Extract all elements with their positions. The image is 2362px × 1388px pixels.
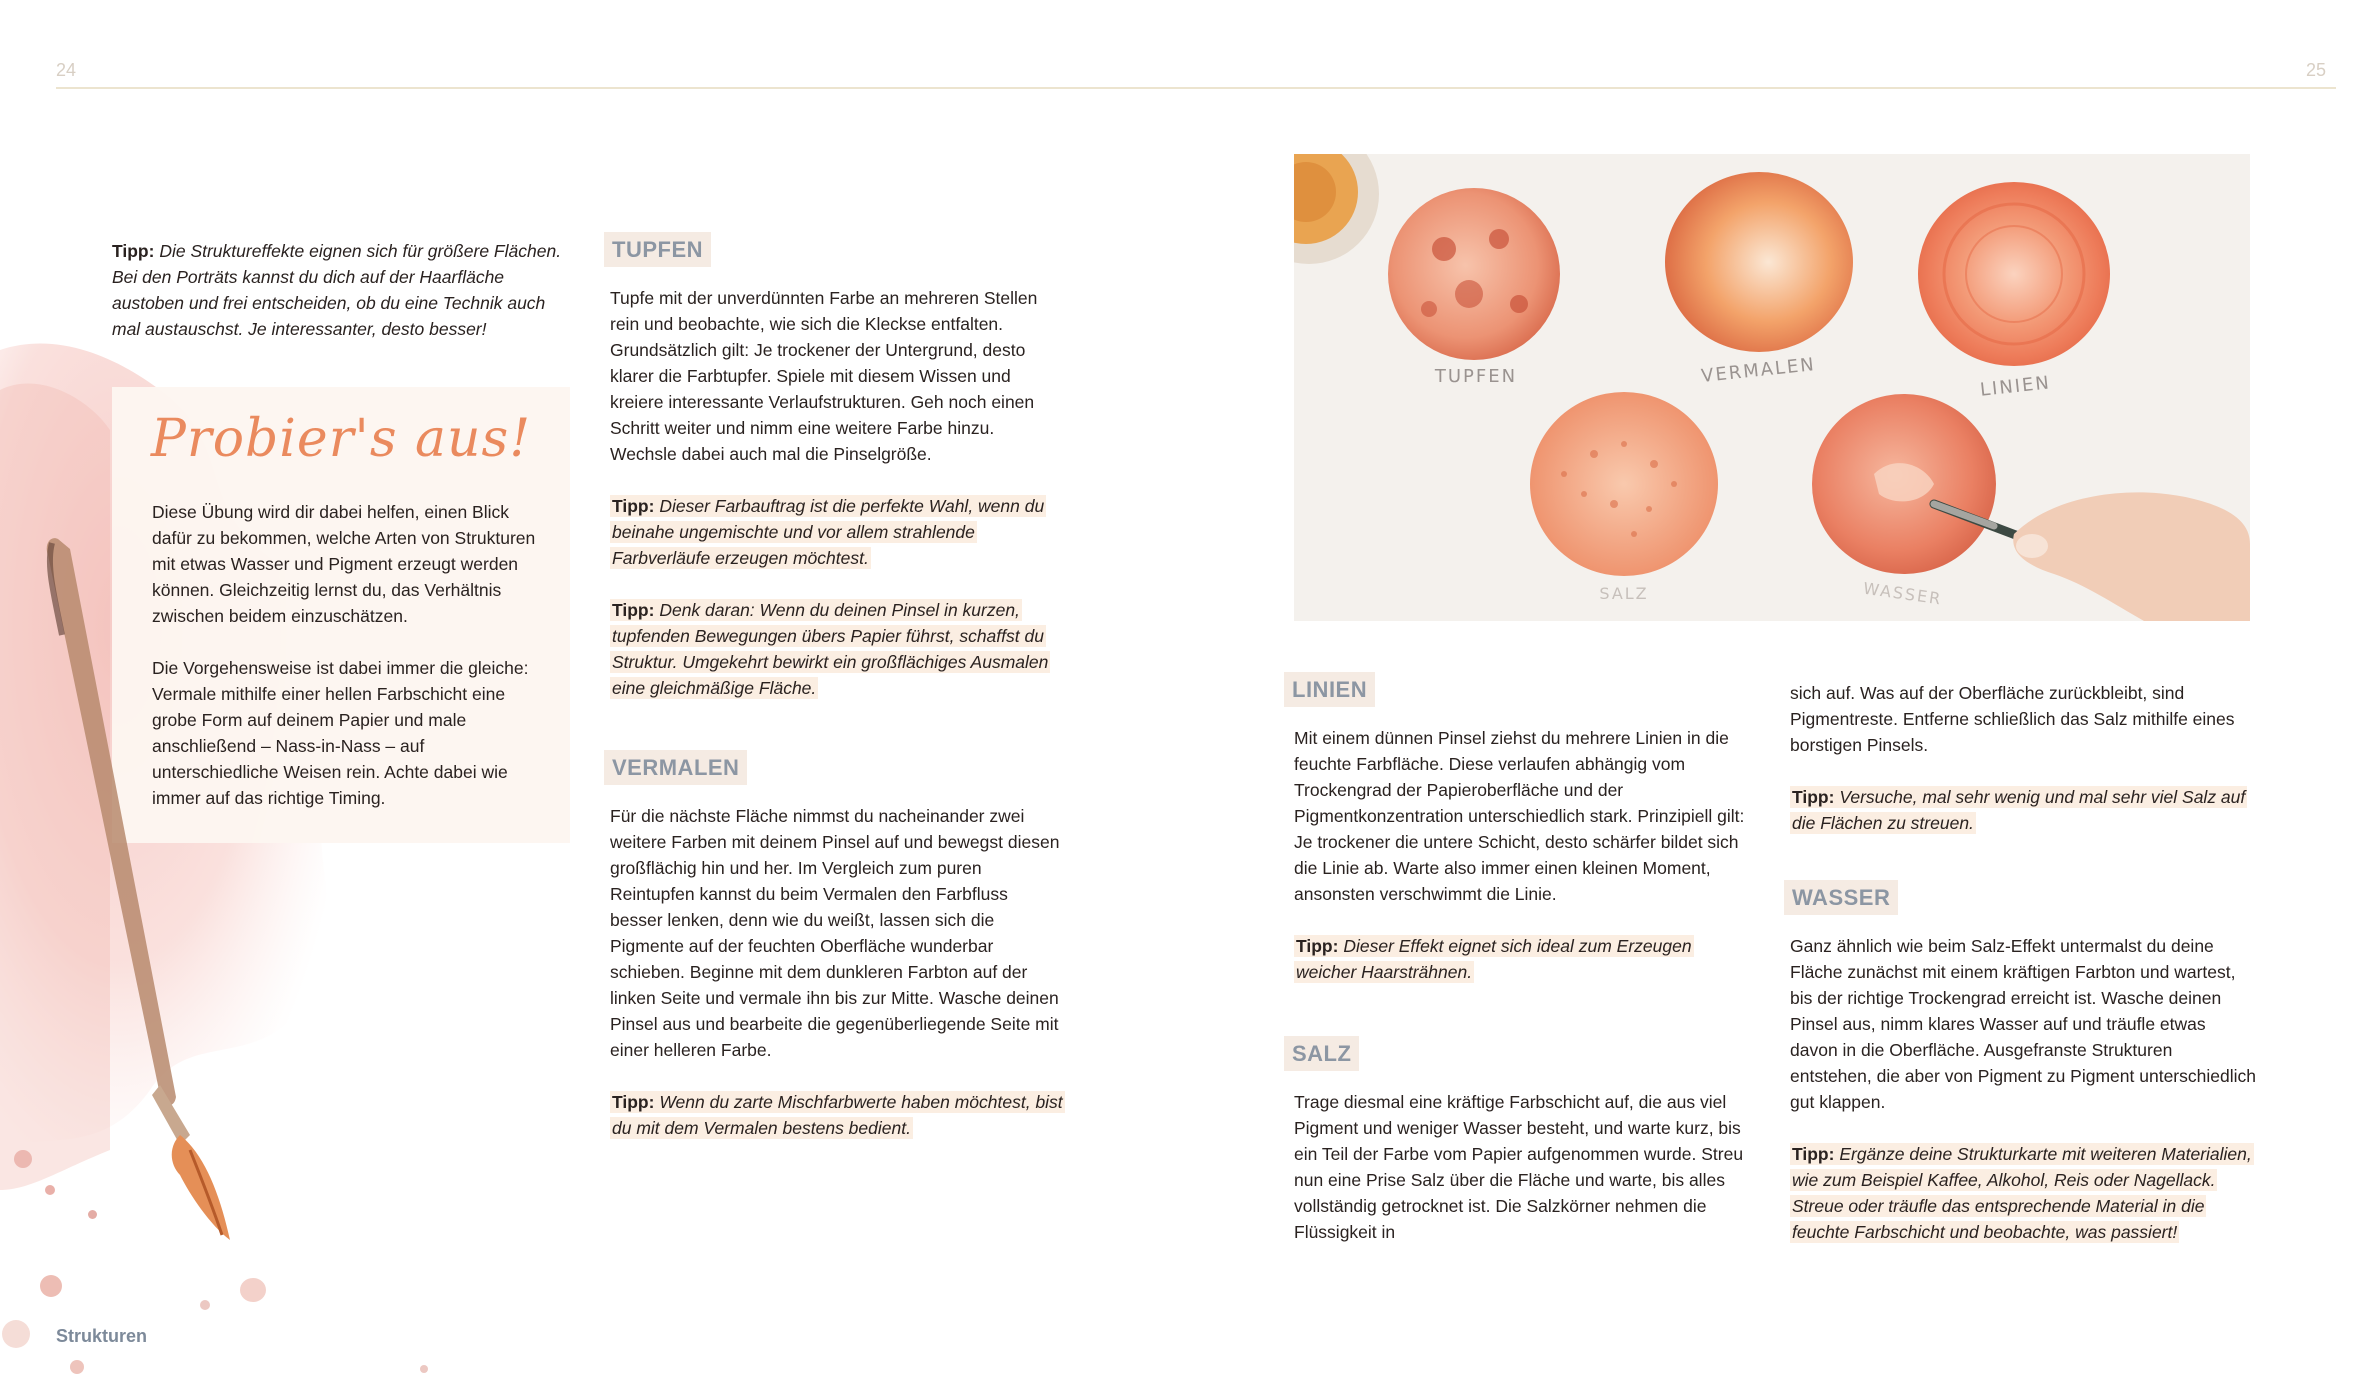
footer-chapter-label: Strukturen	[56, 1326, 148, 1346]
vermalen-tip	[610, 1089, 1064, 1141]
photo-label-tupfen: TUPFEN	[1434, 366, 1518, 387]
vermalen-body	[604, 803, 1064, 1141]
photo-label-salz: SALZ	[1599, 584, 1649, 603]
section-salz	[1284, 1036, 1754, 1271]
paintbrush-icon	[40, 535, 250, 1255]
tip-text: Die Struktureffekte eignen sich für größere Flächen. Bei den Porträts kannst du dich auf der Haarfläche austoben und frei entscheiden, ob du eine Technik auch mal austauschst. Je interessanter, desto besser!	[112, 241, 562, 339]
tip-label: Tipp:	[612, 1092, 655, 1112]
page-number-left: 24	[56, 60, 77, 80]
salz-continued-paragraph: sich auf. Was auf der Oberfläche zurückbleibt, sind Pigmentreste. Entferne schließlich das Salz mithilfe eines borstigen Pinsels.	[1790, 683, 2235, 755]
paint-splatter	[14, 1150, 32, 1168]
section-linien	[1284, 672, 1754, 1011]
tip-text: Wenn du zarte Mischfarbwerte haben möchtest, bist du mit dem Vermalen bestens bedient.	[612, 1092, 1063, 1138]
tip-label: Tipp:	[112, 241, 155, 261]
section-heading-linien: LINIEN	[1284, 672, 1375, 707]
watercolor-samples-photo	[1294, 154, 2250, 621]
vermalen-paragraph: Für die nächste Fläche nimmst du nacheinander zwei weitere Farben mit deinem Pinsel auf und bewegst diesen großflächig hin und her. Im Vergleich zum puren Reintupfen kannst du beim Vermalen den Farbfluss besser lenken, denn wie du weißt, lassen sich die Pigmente auf der feuchten Oberfläche wunderbar schieben. Beginne mit dem dunkleren Farbton auf der linken Seite und vermale ihn bis zur Mitte. Wasche deinen Pinsel aus und bearbeite die gegenüberliegende Seite mit einer helleren Farbe.	[610, 806, 1060, 1060]
section-tupfen	[604, 232, 1064, 727]
wasser-paragraph: Ganz ähnlich wie beim Salz-Effekt untermalst du deine Fläche zunächst mit einem kräftigen Farbton und wartest, bis der richtige Trockengrad erreicht ist. Wasche deinen Pinsel aus, nimm klares Wasser auf und träufle etwas davon in die Oberfläche. Ausgefranste Strukturen entstehen, die aber von Pigment zu Pigment unterschiedlich gut klappen.	[1790, 936, 2256, 1112]
salz-paragraph: Trage diesmal eine kräftige Farbschicht auf, die aus viel Pigment und weniger Wasser besteht, und warte kurz, bis ein Teil der Farbe vom Papier aufgenommen wurde. Streu nun eine Prise Salz über die Fläche und warte, bis alles vollständig getrocknet ist. Die Salzkörner nehmen die Flüssigkeit in	[1294, 1092, 1744, 1242]
tip-text: Dieser Effekt eignet sich ideal zum Erzeugen weicher Haarsträhnen.	[1296, 936, 1692, 982]
tip-text: Denk daran: Wenn du deinen Pinsel in kurzen, tupfenden Bewegungen übers Papier führst, schaffst du Struktur. Umgekehrt bewirkt ein großflächiges Ausmalen eine gleichmäßige Fläche.	[612, 600, 1049, 698]
photo-label-linien: LINIEN	[1979, 372, 2052, 401]
section-heading-salz: SALZ	[1284, 1036, 1359, 1071]
linien-tip	[1294, 933, 1754, 985]
tryout-paragraph: Diese Übung wird dir dabei helfen, einen Blick dafür zu bekommen, welche Arten von Strukturen mit etwas Wasser und Pigment erzeugt werden können. Gleichzeitig lernst du, das Verhältnis zwischen beidem einzuschätzen.	[152, 502, 536, 626]
watercolor-samples-image	[1294, 154, 2250, 621]
photo-label-wasser: WASSER	[1862, 578, 1944, 609]
tip-label: Tipp:	[1792, 787, 1835, 807]
section-wasser	[1784, 880, 2256, 1271]
intro-tip	[112, 238, 562, 342]
paint-splatter	[2, 1320, 30, 1348]
tupfen-paragraph: Tupfe mit der unverdünnten Farbe an mehreren Stellen rein und beobachte, wie sich die Kleckse entfalten. Grundsätzlich gilt: Je trockener der Untergrund, desto klarer die Farbtupfer. Spiele mit diesem Wissen und kreiere interessante Verlaufstrukturen. Geh noch einen Schritt weiter und nimm eine weitere Farbe hinzu. Wechsle dabei auch mal die Pinselgröße.	[610, 288, 1038, 464]
tip-text: Ergänze deine Strukturkarte mit weiteren Materialien, wie zum Beispiel Kaffee, Alkohol, Reis oder Nagellack. Streue oder träufle das entsprechende Material in die feuchte Farbschicht und beobachte, was passiert!	[1792, 1144, 2252, 1242]
section-heading-wasser: WASSER	[1784, 880, 1898, 915]
page-number-right: 25	[2306, 60, 2327, 80]
salz-tip	[1790, 784, 2256, 836]
tip-text: Dieser Farbauftrag ist die perfekte Wahl, wenn du beinahe ungemischte und vor allem strahlende Farbverläufe erzeugen möchtest.	[612, 496, 1045, 568]
paint-splatter	[70, 1360, 84, 1374]
salz-body	[1284, 1089, 1754, 1245]
section-vermalen	[604, 750, 1064, 1167]
tupfen-tip-2	[610, 597, 1064, 701]
section-heading-tupfen: TUPFEN	[604, 232, 711, 267]
paint-splatter	[40, 1275, 62, 1297]
linien-body	[1284, 725, 1754, 985]
tryout-title: Probier's aus!	[150, 409, 532, 469]
tip-label: Tipp:	[1792, 1144, 1835, 1164]
salz-continued	[1790, 680, 2256, 862]
paint-splatter	[200, 1300, 210, 1310]
tip-label: Tipp:	[1296, 936, 1339, 956]
tupfen-body	[604, 285, 1064, 701]
photo-label-vermalen: VERMALEN	[1700, 354, 1817, 387]
tip-label: Tipp:	[612, 600, 655, 620]
linien-paragraph: Mit einem dünnen Pinsel ziehst du mehrere Linien in die feuchte Farbfläche. Diese verlaufen abhängig vom Trockengrad der Papieroberfläche und der Pigmentkonzentration unterschiedlich stark. Prinzipiell gilt: Je trockener die untere Schicht, desto schärfer bildet sich die Linie ab. Warte also immer einen kleinen Moment, ansonsten verschwimmt die Linie.	[1294, 728, 1745, 904]
tip-text: Versuche, mal sehr wenig und mal sehr viel Salz auf die Flächen zu streuen.	[1792, 787, 2246, 833]
section-heading-vermalen: VERMALEN	[604, 750, 747, 785]
tupfen-tip-1	[610, 493, 1064, 571]
paint-splatter	[420, 1365, 428, 1373]
paint-splatter	[240, 1278, 266, 1302]
header-rule	[56, 87, 2336, 89]
wasser-tip	[1790, 1141, 2256, 1245]
tryout-paragraph: Die Vorgehensweise ist dabei immer die gleiche: Vermale mithilfe einer hellen Farbschicht eine grobe Form auf deinem Papier und male anschließend – Nass-in-Nass – auf unterschiedliche Weisen rein. Achte dabei wie immer auf das richtige Timing.	[152, 658, 529, 808]
tip-label: Tipp:	[612, 496, 655, 516]
wasser-body	[1784, 933, 2256, 1245]
